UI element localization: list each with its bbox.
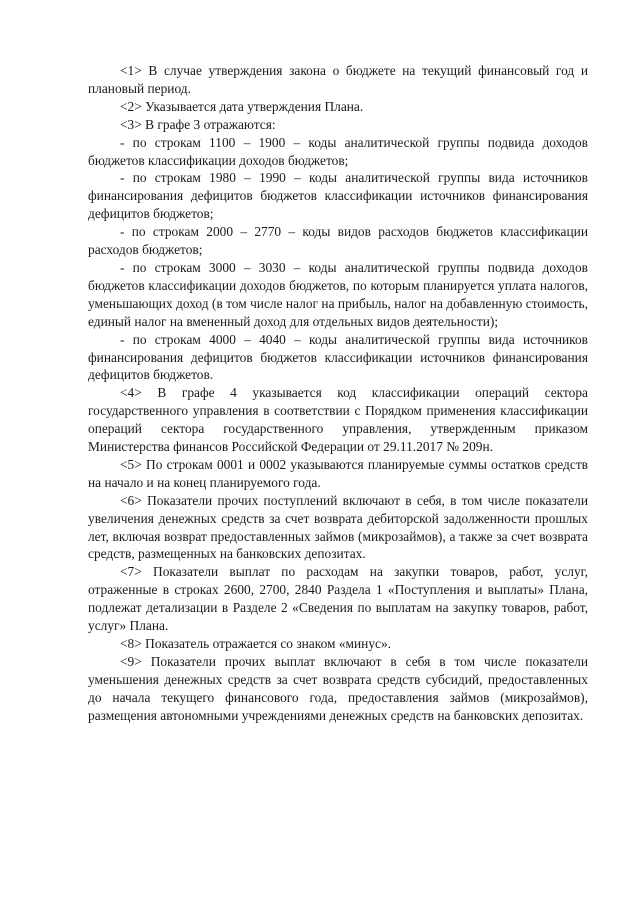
footnote-3-item-3: - по строкам 2000 – 2770 – коды видов расходов бюджетов классификации расходов бюджетов;	[88, 224, 588, 258]
footnote-5: <5> По строкам 0001 и 0002 указываются планируемые суммы остатков средств на начало и на конец планируемого года.	[88, 456, 588, 490]
footnote-3-item-4: - по строкам 3000 – 3030 – коды аналитической группы подвида доходов бюджетов классификации доходов бюджетов, по которым планируется уплата налогов, уменьшающих доход (в том числе налог на прибыль, налог на добавленную стоимость, единый налог на вмененный доход для отдельных видов деятельности);	[88, 259, 588, 329]
footnote-1: <1> В случае утверждения закона о бюджете на текущий финансовый год и плановый период.	[88, 63, 588, 96]
footnote-3-item-5: - по строкам 4000 – 4040 – коды аналитической группы вида источников финансирования дефицитов бюджетов классификации источников финансирования дефицитов бюджетов.	[88, 331, 588, 383]
footnote-9: <9> Показатели прочих выплат включают в себя в том числе показатели уменьшения денежных средств за счет возврата средств субсидий, предоставленных до начала текущего финансового года, предоставления займов (микрозаймов), размещения автономными учреждениями денежных средств на банковских депозитах.	[88, 653, 588, 723]
footnote-3: <3> В графе 3 отражаются:	[120, 116, 276, 132]
footnote-3-item-1: - по строкам 1100 – 1900 – коды аналитической группы подвида доходов бюджетов классификации доходов бюджетов;	[88, 134, 588, 168]
footnote-6: <6> Показатели прочих поступлений включают в себя, в том числе показатели увеличения денежных средств за счет возврата дебиторской задолженности прошлых лет, включая возврат предоставленных займов (микрозаймов), а также за счет возврата средств, размещенных на банковских депозитах.	[88, 492, 588, 562]
footnote-2: <2> Указывается дата утверждения Плана.	[120, 98, 364, 114]
footnote-4: <4> В графе 4 указывается код классификации операций сектора государственного управления в соответствии с Порядком применения классификации операций сектора государственного управления, утвержденным приказом Министерства финансов Российской Федерации от 29.11.2017 № 209н.	[88, 385, 588, 455]
footnote-8: <8> Показатель отражается со знаком «минус».	[120, 636, 392, 651]
footnote-3-item-2: - по строкам 1980 – 1990 – коды аналитической группы вида источников финансирования дефицитов бюджетов классификации источников финансирования дефицитов бюджетов;	[88, 170, 588, 222]
footnotes-block	[88, 62, 588, 725]
footnote-7: <7> Показатели выплат по расходам на закупки товаров, работ, услуг, отраженные в строках 2600, 2700, 2840 Раздела 1 «Поступления и выплаты» Плана, подлежат детализации в Разделе 2 «Сведения по выплатам на закупку товаров, работ, услуг» Плана.	[88, 564, 588, 634]
